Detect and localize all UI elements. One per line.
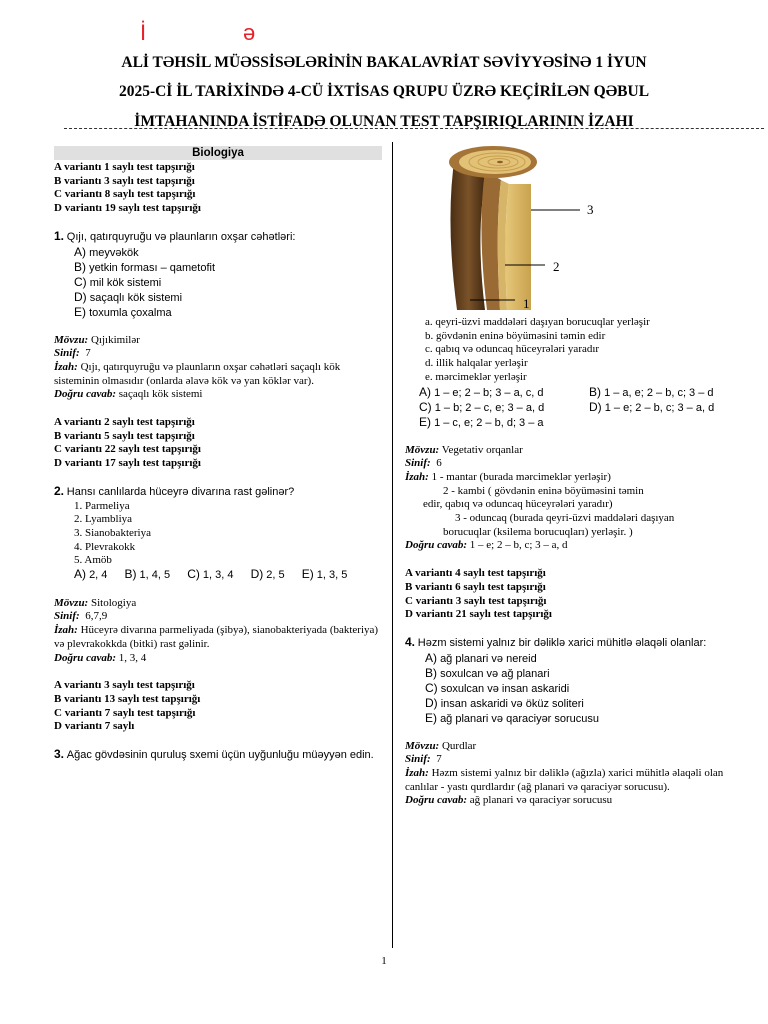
list-item: 2. Lyambliya bbox=[74, 513, 133, 526]
correct-answer: Doğru cavab: ağ planari və qaraciyər sorucusu bbox=[405, 794, 613, 807]
explanation: İzah: Hüceyrə divarına parmeliyada (şibyə), sianobakteriyada (bakteriya) və plevrakokkda (bitki) rast gəlinir. bbox=[54, 624, 379, 650]
header-line-1: ALİ TƏHSİL MÜƏSSİSƏLƏRİNİN BAKALAVRİAT SƏVİYYƏSİNƏ 1 İYUN bbox=[121, 54, 647, 71]
variant-line: D variantı 7 saylı bbox=[54, 720, 135, 733]
list-item: b. gövdənin eninə böyüməsini təmin edir bbox=[425, 329, 606, 342]
explanation: İzah: Həzm sistemi yalnız bir dəliklə (ağızla) xarici mühitlə əlaqəli olan canlılar - yastı qurdlardır (ağ planari və qaraciyər sorucusu). bbox=[405, 767, 724, 793]
list-item: d. illik halqalar yerləşir bbox=[425, 357, 528, 370]
list-item: 3. Sianobakteriya bbox=[74, 526, 151, 539]
question-2: 2. Hansı canlılarda hüceyrə divarına rast gəlinər? bbox=[54, 483, 295, 498]
left-column bbox=[54, 161, 388, 763]
options-grid bbox=[405, 385, 755, 430]
red-mark-1: İ bbox=[140, 20, 147, 45]
question-3: 3. Ağac gövdəsinin quruluş sxemi üçün uyğunluğu müəyyən edin. bbox=[54, 747, 374, 762]
section-title: Biologiya bbox=[54, 146, 382, 160]
option: D) 1 – e; 2 – b, c; 3 – a, d bbox=[589, 399, 715, 414]
variant-line: B variantı 5 saylı test tapşırığı bbox=[54, 429, 195, 442]
figure-label-1: 1 bbox=[523, 296, 530, 311]
variant-line: A variantı 2 saylı test tapşırığı bbox=[54, 416, 195, 429]
header-line-3: İMTAHANINDA İSTİFADƏ OLUNAN TEST TAPŞIRIQLARININ İZAHI bbox=[134, 113, 634, 130]
grade: Sinif: 7 bbox=[54, 347, 91, 360]
options-row: A) 2, 4 B) 1, 4, 5 C) 1, 3, 4 D) 2, 5 E) 1, 3, 5 bbox=[74, 567, 348, 582]
question-1: 1. Qıjı, qatırquyruğu və plaunların oxşar cəhətləri: bbox=[54, 228, 296, 243]
option: A) 1 – e; 2 – b; 3 – a, c, d bbox=[419, 384, 544, 399]
grade: Sinif: 6 bbox=[405, 457, 442, 470]
list-item: e. mərcimeklər yerləşir bbox=[425, 370, 527, 383]
option: E) toxumla çoxalma bbox=[74, 304, 172, 319]
option: B) 1 – a, e; 2 – b, c; 3 – d bbox=[589, 384, 714, 399]
variant-line: D variantı 21 saylı test tapşırığı bbox=[405, 608, 552, 621]
variant-line: B variantı 3 saylı test tapşırığı bbox=[54, 174, 195, 187]
explanation-line: borucuqlar (ksilema borucuqları) yerləşir. ) bbox=[443, 525, 633, 538]
explanation-line: edir, qabıq və oduncaq hüceyrələri yaradır) bbox=[423, 498, 613, 511]
column-divider bbox=[392, 142, 393, 948]
topic: Mövzu: Qurdlar bbox=[405, 739, 477, 752]
option: C) mil kök sistemi bbox=[74, 274, 162, 289]
topic: Mövzu: Vegetativ orqanlar bbox=[405, 443, 523, 456]
topic: Mövzu: Sitologiya bbox=[54, 596, 137, 609]
red-mark-2: ə bbox=[243, 20, 256, 45]
header-line-2: 2025-Cİ İL TARİXİNDƏ 4-CÜ İXTİSAS QRUPU ÜZRƏ KEÇİRİLƏN QƏBUL bbox=[118, 83, 650, 100]
option: A) meyvəkök bbox=[74, 244, 139, 259]
variant-line: A variantı 1 saylı test tapşırığı bbox=[54, 161, 195, 173]
variant-line: C variantı 22 saylı test tapşırığı bbox=[54, 443, 201, 456]
dashed-rule bbox=[64, 128, 764, 129]
option: D) insan askaridi və öküz soliteri bbox=[425, 695, 584, 710]
explanation: İzah: 1 - mantar (burada mərcimeklər yerləşir) bbox=[405, 470, 611, 483]
variant-line: A variantı 3 saylı test tapşırığı bbox=[54, 679, 195, 692]
explanation: İzah: Qıjı, qatırquyruğu və plaunların oxşar cəhətləri saçaqlı kök sisteminin olmasıdır (onlarda əlavə kök və yan köklər var). bbox=[54, 360, 341, 387]
tree-trunk-diagram bbox=[415, 140, 615, 315]
list-item: 5. Amöb bbox=[74, 554, 112, 567]
correct-answer: Doğru cavab: 1, 3, 4 bbox=[54, 651, 147, 664]
option: A) ağ planari və nereid bbox=[425, 650, 537, 665]
explanation-line: 2 - kambi ( gövdənin eninə böyüməsini təmin bbox=[443, 484, 644, 497]
page-number: 1 bbox=[381, 955, 387, 967]
topic: Mövzu: Qıjıkimilər bbox=[54, 333, 140, 346]
list-item: a. qeyri-üzvi maddələri daşıyan borucuqlar yerləşir bbox=[425, 316, 650, 328]
variant-line: D variantı 19 saylı test tapşırığı bbox=[54, 202, 201, 215]
variant-line: B variantı 13 saylı test tapşırığı bbox=[54, 692, 201, 705]
list-item: 1. Parmeliya bbox=[74, 499, 130, 512]
option: B) yetkin forması – qametofit bbox=[74, 259, 216, 274]
option: B) soxulcan və ağ planari bbox=[425, 665, 550, 680]
option: E) 1 – c, e; 2 – b, d; 3 – a bbox=[419, 414, 544, 429]
figure-label-2: 2 bbox=[553, 259, 560, 274]
right-column bbox=[405, 316, 755, 808]
figure-label-3: 3 bbox=[587, 202, 594, 217]
list-item: 4. Plevrakokk bbox=[74, 540, 136, 553]
correct-answer: Doğru cavab: saçaqlı kök sistemi bbox=[54, 388, 203, 401]
option: D) saçaqlı kök sistemi bbox=[74, 289, 183, 304]
correct-answer: Doğru cavab: 1 – e; 2 – b, c; 3 – a, d bbox=[405, 539, 568, 552]
variant-line: D variantı 17 saylı test tapşırığı bbox=[54, 457, 201, 470]
grade: Sinif: 6,7,9 bbox=[54, 610, 108, 623]
wood-layer bbox=[505, 184, 531, 310]
explanation-line: 3 - oduncaq (burada qeyri-üzvi maddələri daşıyan bbox=[455, 512, 675, 525]
variant-line: C variantı 3 saylı test tapşırığı bbox=[405, 594, 547, 607]
grade: Sinif: 7 bbox=[405, 753, 442, 766]
variant-line: C variantı 7 saylı test tapşırığı bbox=[54, 706, 196, 719]
variant-line: B variantı 6 saylı test tapşırığı bbox=[405, 580, 546, 593]
variant-line: A variantı 4 saylı test tapşırığı bbox=[405, 567, 546, 580]
variant-line: C variantı 8 saylı test tapşırığı bbox=[54, 188, 196, 201]
option: E) ağ planari və qaraciyər sorucusu bbox=[425, 710, 600, 725]
list-item: c. qabıq və oduncaq hüceyrələri yaradır bbox=[425, 343, 600, 356]
option: C) 1 – b; 2 – c, e; 3 – a, d bbox=[419, 399, 545, 414]
question-4: 4. Həzm sistemi yalnız bir dəliklə xarici mühitlə əlaqəli olanlar: bbox=[405, 634, 707, 649]
option: C) soxulcan və insan askaridi bbox=[425, 680, 570, 695]
